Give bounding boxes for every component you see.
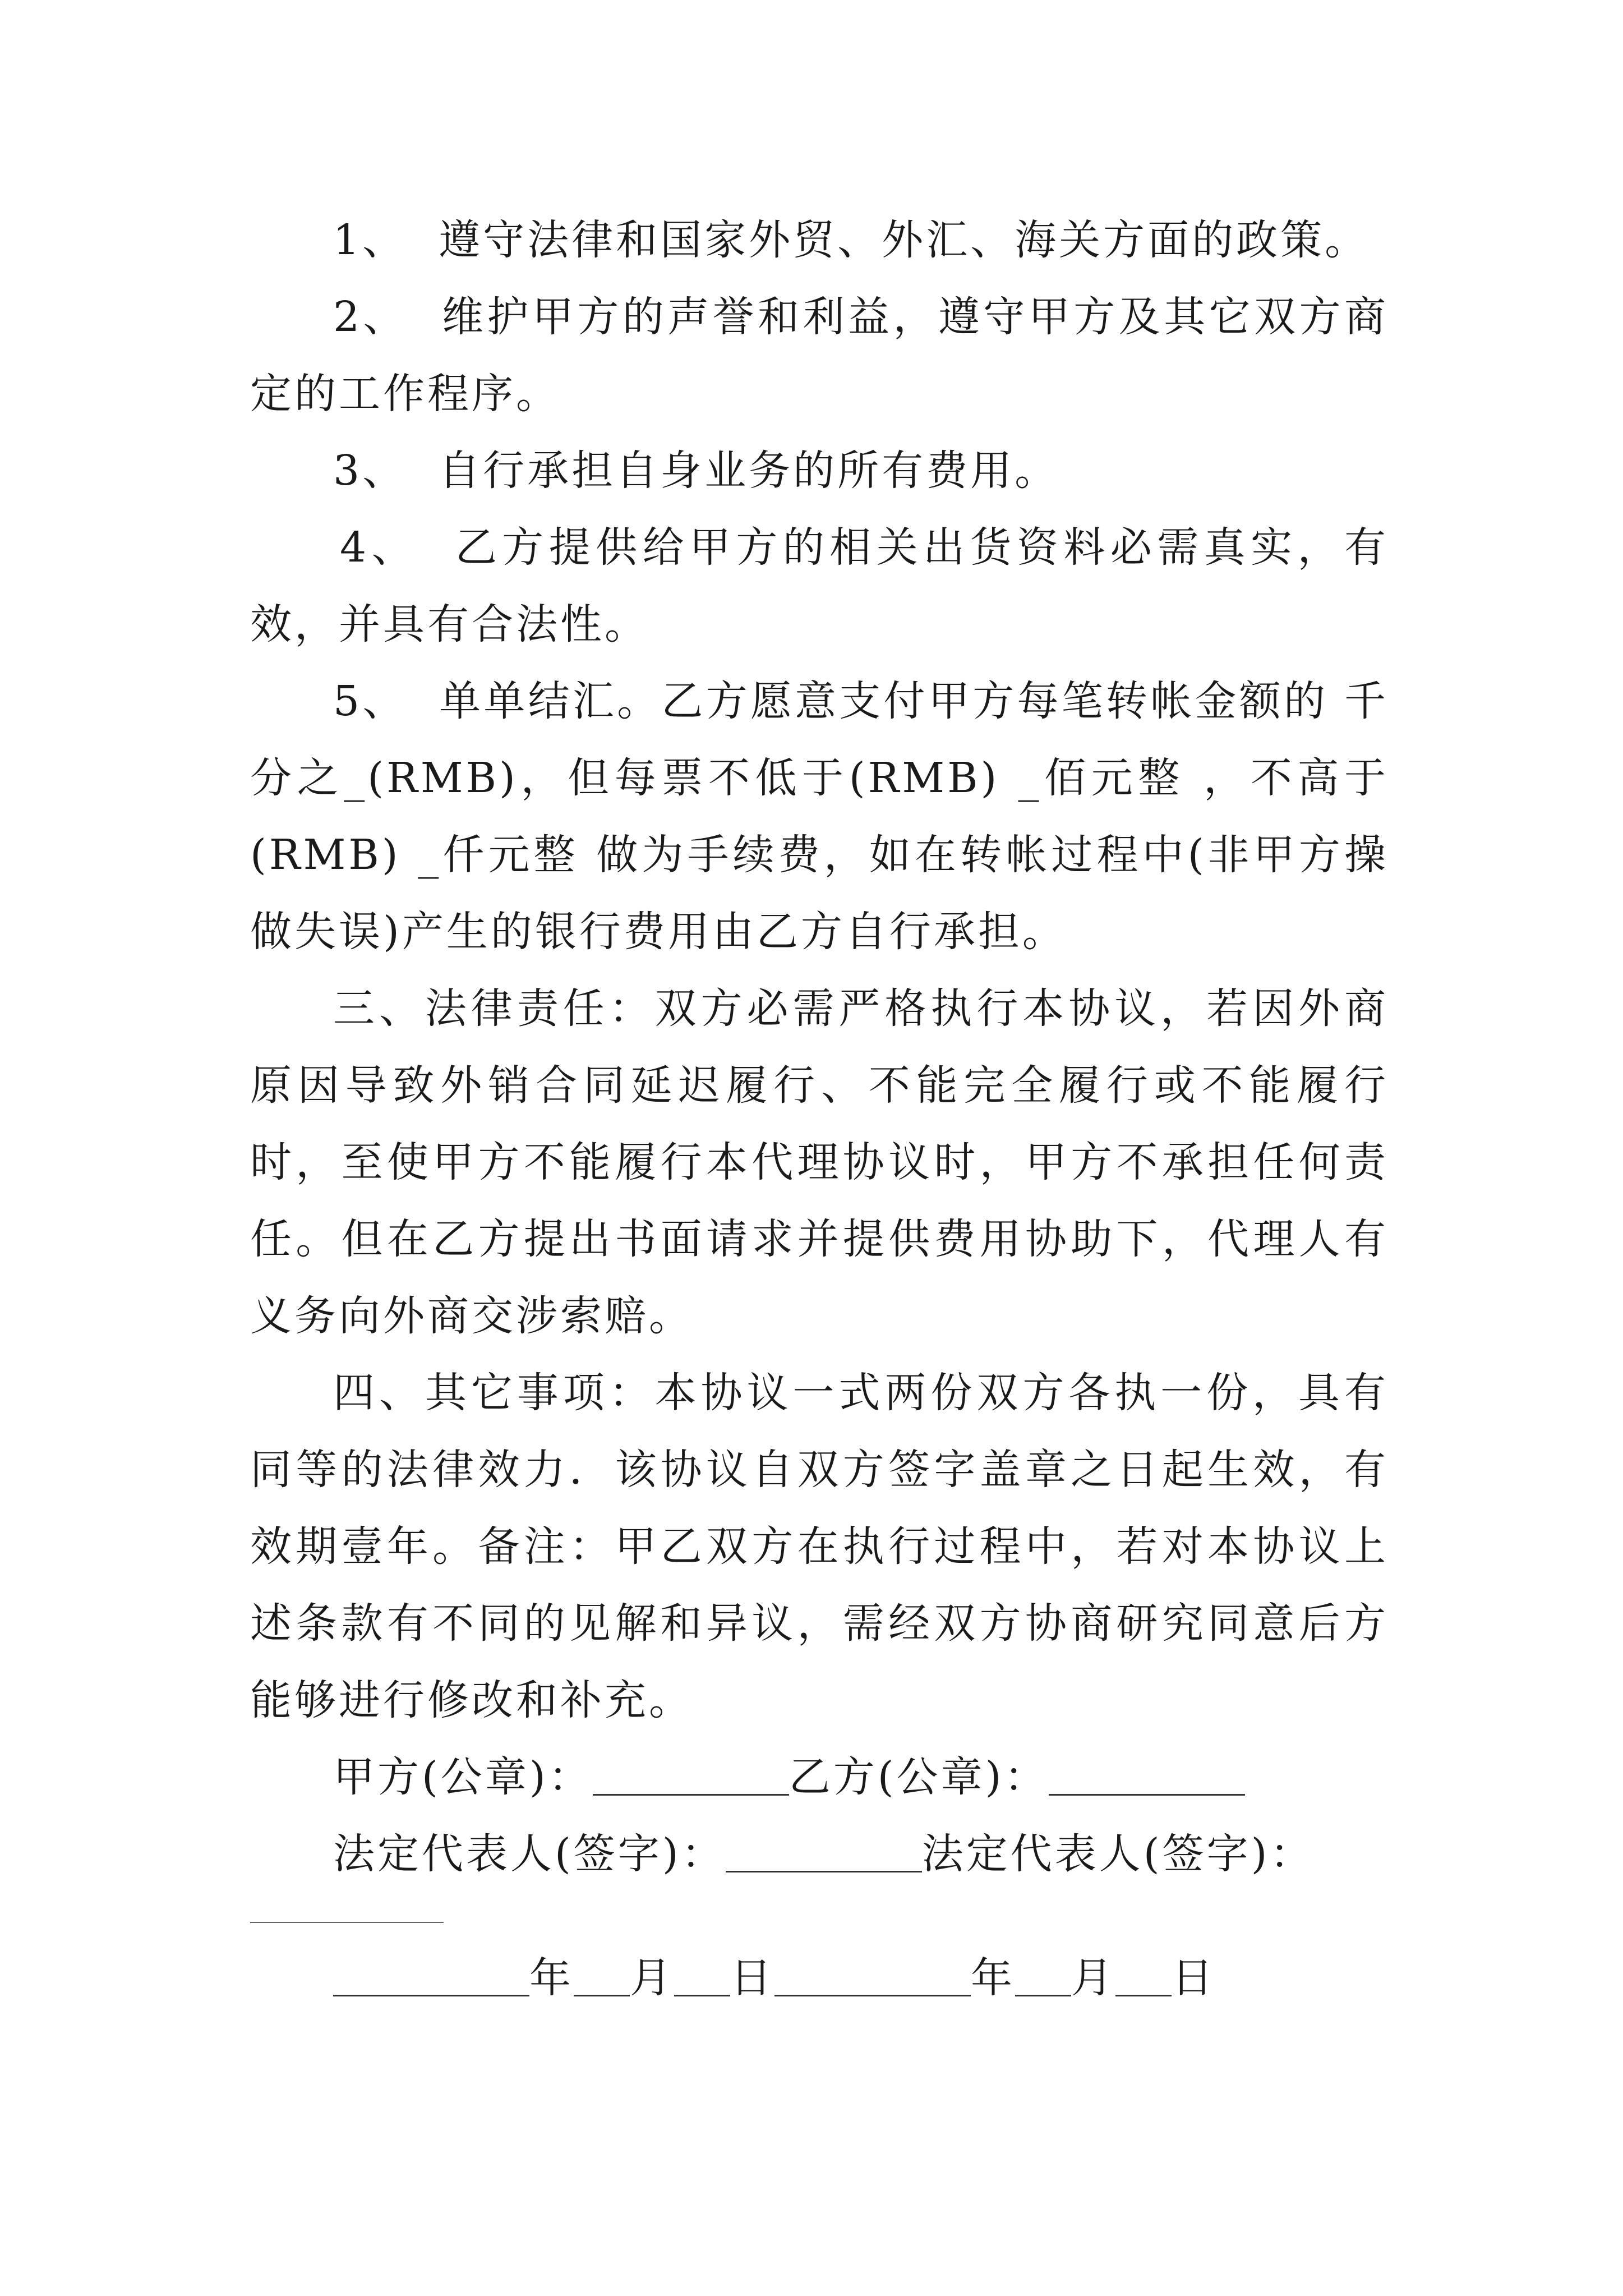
party-a-month-blank[interactable] (574, 1955, 630, 1996)
representative-row (250, 1816, 1389, 1893)
clause-text: 自行承担自身业务的所有费用。 (439, 447, 1059, 495)
month-label: 月 (630, 1954, 674, 2002)
clause-4 (250, 509, 1389, 663)
party-a-seal-blank[interactable] (593, 1755, 789, 1796)
clause-5 (250, 663, 1389, 970)
clause-number: 1、 (333, 216, 407, 264)
clause-number: 4、 (340, 523, 418, 572)
clause-3 (250, 432, 1389, 509)
party-b-rep-blank[interactable] (250, 1922, 444, 1923)
party-b-rep-label: 法定代表人(签字)： (921, 1830, 1315, 1878)
party-a-seal-label: 甲方(公章)： (333, 1753, 593, 1801)
section-other-matters: 四、其它事项：本协议一式两份双方各执一份，具有同等的法律效力．该协议自双方签字盖章之日起生效，有效期壹年。备注：甲乙双方在执行过程中，若对本协议上述条款有不同的见解和异议，需经双方协商研究同意后方能够进行修改和补充。 (250, 1369, 1389, 1724)
clause-2 (250, 279, 1389, 432)
clause-number: 2、 (333, 293, 408, 341)
clause-text: 维护甲方的声誉和利益，遵守甲方及其它双方商定的工作程序。 (250, 293, 1389, 418)
clause-number: 5、 (333, 677, 407, 725)
clause-text: 乙方提供给甲方的相关出货资料必需真实，有效，并具有合法性。 (250, 523, 1389, 648)
party-b-seal-blank[interactable] (1049, 1755, 1245, 1796)
party-a-rep-blank[interactable] (726, 1832, 922, 1872)
year-label: 年 (529, 1954, 574, 2002)
party-a-year-blank[interactable] (333, 1955, 529, 1996)
day-label: 日 (1172, 1954, 1216, 2002)
date-row (250, 1940, 1389, 2017)
month-label: 月 (1071, 1954, 1115, 2002)
clause-1 (250, 202, 1389, 279)
clause-number: 3、 (333, 447, 407, 495)
clause-text: 单单结汇。乙方愿意支付甲方每笔转帐金额的 千分之_(RMB)，但每票不低于(RMB) _佰元整 ，不高于(RMB) _仟元整 做为手续费，如在转帐过程中(非甲方操做失误)产生的银行费用由乙方自行承担。 (250, 677, 1389, 956)
year-label: 年 (971, 1954, 1015, 2002)
party-b-year-blank[interactable] (774, 1955, 971, 1996)
document-page (250, 202, 1389, 2017)
day-label: 日 (730, 1954, 774, 2002)
party-a-day-blank[interactable] (674, 1955, 730, 1996)
seal-row (250, 1739, 1389, 1816)
party-b-seal-label: 乙方(公章)： (789, 1753, 1049, 1801)
party-a-rep-label: 法定代表人(签字)： (333, 1830, 726, 1878)
section-legal-liability: 三、法律责任：双方必需严格执行本协议，若因外商原因导致外销合同延迟履行、不能完全履行或不能履行时，至使甲方不能履行本代理协议时，甲方不承担任何责任。但在乙方提出书面请求并提供费用协助下，代理人有义务向外商交涉索赔。 (250, 984, 1389, 1340)
party-b-month-blank[interactable] (1015, 1955, 1071, 1996)
clause-text: 遵守法律和国家外贸、外汇、海关方面的政策。 (439, 216, 1370, 264)
party-b-day-blank[interactable] (1115, 1955, 1172, 1996)
